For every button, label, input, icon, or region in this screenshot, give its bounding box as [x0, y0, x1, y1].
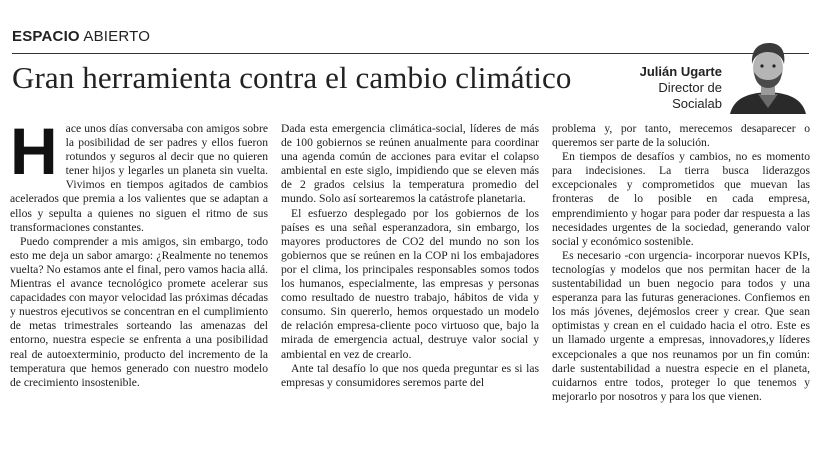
article-headline: Gran herramienta contra el cambio climático	[12, 60, 572, 95]
article-paragraph: En tiempos de desafíos y cambios, no es momento para indecisiones. La tierra busca liderazgos excepcionales y comprometidos que muevan las fronteras de lo posible en cada empresa, emprendimiento y hogar para poder dar respuesta a las necesidades urgentes de la sociedad, generando valor social y económico sostenible.	[552, 150, 810, 248]
article-body	[10, 122, 810, 444]
article-paragraph: Dada esta emergencia climática-social, líderes de más de 100 gobiernos se reúnen anualmente para coordinar una agenda común de acciones para evitar el colapso ambiental en este siglo, impidiendo que se eleven más de 2 grados celsius la temperatura promedio del mundo. Solo así sortearemos la catástrofe planetaria.	[281, 122, 539, 206]
article-column-2	[281, 122, 539, 444]
article-paragraph: Hace unos días conversaba con amigos sobre la posibilidad de ser padres y ellos fueron rotundos y seguros al decir que no quieren tener hijos y legarles un planeta sin vuelta. Vivimos en tiempos agitados de cambios acelerados que premia a los valientes que se adaptan a ellos y sepulta a quienes no siguen el ritmo de sus transformaciones constantes.	[10, 122, 268, 234]
section-label-bold: ESPACIO	[12, 28, 80, 45]
author-portrait-icon	[724, 38, 812, 114]
article-column-1	[10, 122, 268, 444]
author-name: Julián Ugarte	[639, 64, 722, 79]
article-paragraph: problema y, por tanto, merecemos desaparecer o queremos ser parte de la solución.	[552, 122, 810, 150]
article-paragraph: Es necesario -con urgencia- incorporar nuevos KPIs, tecnologías y modelos que nos permitan hacer de la sustentabilidad un buen negocio para todos y una esperanza para las futuras generaciones. Confiemos en los más jóvenes, dejémoslos creer y crear. Que sean optimistas y crean en el cuidado hacia el otro. Este es un llamado urgente a empresas, innovadores,y líderes excepcionales a que nos reunamos por un fin común: darle sustentabilidad a nuestra especie en el planeta, cuidarnos entre todos, proteger lo que tenemos y mejorarlo por nosotros y para los que vienen.	[552, 248, 810, 403]
article-paragraph: El esfuerzo desplegado por los gobiernos de los países es una señal esperanzadora, sin embargo, los mayores productores de CO2 del mundo no son los gobiernos que se reúnen en la COP ni los embajadores por el clima, los principales responsables somos todos los humanos, especialmente, las empresas y personas como resultado de nuestro trabajo, hábitos de vida y consumo. Sin quererlo, hemos orquestado un modelo de relación empresa-cliente poco virtuoso que, bajo la mirada de emergencia actual, destruye valor social y ambiental en vez de crearlo.	[281, 206, 539, 361]
header-divider	[12, 53, 809, 54]
author-role-line1: Director de	[658, 80, 722, 95]
author-role-line2: Socialab	[672, 96, 722, 111]
section-label-light: ABIERTO	[83, 28, 151, 45]
author-byline	[612, 64, 722, 112]
article-column-3	[552, 122, 810, 444]
section-label	[12, 28, 150, 45]
drop-cap: H	[10, 122, 58, 188]
article-paragraph: Ante tal desafío lo que nos queda preguntar es si las empresas y consumidores seremos parte del	[281, 361, 539, 389]
article-paragraph: Puedo comprender a mis amigos, sin embargo, todo esto me deja un sabor amargo: ¿Realmente no tenemos vuelta? No estamos ante el final, pero vamos hacia allá. Mientras el avance tecnológico promete acelerar sus capacidades con mayor velocidad las próximas décadas y nuestros ejecutivos se concentran en el cumplimiento de metas trimestrales sorteando las amenazas del entorno, nuestra especie se enfrenta a una posibilidad real de autoexterminio, producto del incremento de la temperatura que hemos generado con nuestro modelo de crecimiento insostenible.	[10, 234, 268, 389]
